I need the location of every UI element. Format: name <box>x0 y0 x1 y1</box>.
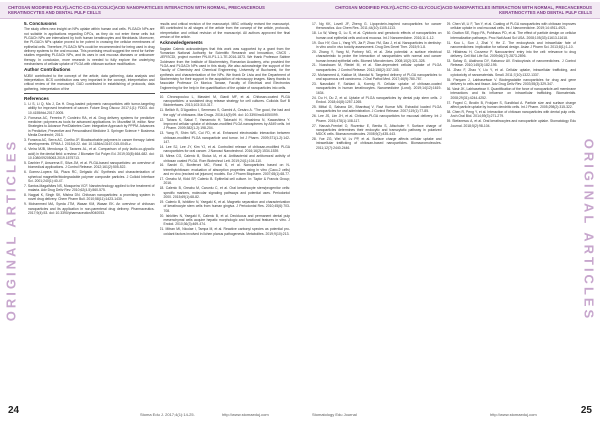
reference-item: 2. Fonseca AC, Ferreira P, Cordeiro RA, et al. Drug delivery systems for predictive medicine: polymers as tools for advanced applications. In: Mozaffari M, editor. New Strategies to Advance Pre/Diabetes Care: Integrative Approach by PPPM. Advances in Predictive, Preventive and Personalised Medicine 3. Springer Science + Business Media Dordrecht; 2013. <box>24 115 155 138</box>
references-list-d <box>447 22 577 128</box>
left-page-columns <box>24 22 290 407</box>
journal-site-link[interactable]: http://www.stomaeduj.com <box>490 412 537 417</box>
reference-item: 31. Kou L, Sun J, Zhai Y, He Z. The endocytosis and intracellular fate of nanomedicines: implication for rational design. Asian J Pharm Sci. 2013;8(1):1-10. <box>446 40 576 49</box>
reference-item: 28. Yue ZG, Wei W, Lv PP, et al. Surface charge affects cellular uptake and intracellular trafficking of chitosan-based nanoparticles. Biomacromolecules. 2011;12(7):2440-2446. <box>312 137 442 150</box>
right-column-2 <box>447 22 577 407</box>
conclusions-title: 5. Conclusions <box>24 22 57 26</box>
journal-citation: Stoma Edu J. 2017;4(1):14-25. <box>140 412 195 417</box>
divider <box>24 93 155 94</box>
divider <box>160 92 291 93</box>
reference-item: 9. Mohammed MA, Syeda JTM, Wasan KM, Wasan EK. An overview of chitosan nanoparticles and its application in non-parenteral drug delivery. Pharmaceutics. 2017;9(4):53. doi: 10.3390/pharmaceutics9040053. <box>24 202 155 216</box>
reference-item: 11. Bellich B, D'Agostino I, Semeraro S, Gamini A, Cesàro A. "The good, the bad and the ugly" of chitosans. Mar Drugs. 2016;14(5):99. doi: 10.3390/md14050099. <box>159 108 290 117</box>
reference-item: 18. Lu W, Wang G, Lu S, et al. Cytotoxic and genotoxic effects of nanoparticles on human oral epithelial cells and oral mucosa. Int J Nanomedicine. 2016;11:1-12. <box>312 31 442 40</box>
author-contributions-title: Author Contributions <box>24 67 71 73</box>
reference-item: 25. Mittal G, Sahana DK, Bhardwaj V, Ravi Kumar MN. Estradiol loaded PLGA nanoparticles for oral administration. J Control Release. 2007;119(1):77-85. <box>312 104 442 114</box>
acknowledgements-title: Acknowledgements <box>159 40 203 46</box>
reference-item: 22. Mohammed A, Kakkar M, Mandal N. Targeted delivery of PLGA nanoparticles to oral squamous cell carcinoma. J Oral Pathol Med. 2017;46(9):780-787. <box>312 72 442 82</box>
references-title: References <box>24 95 49 101</box>
journal-site-link[interactable]: http://www.stomaeduj.com <box>222 412 269 417</box>
reference-item: 6. Gomez-Lopera SA, Plaza RC, Delgado AV. Synthesis and characterization of spherical magnetite/biodegradable polymer composite particles. J Colloid Interface Sci. 2001;240(1):40-47. <box>24 170 155 183</box>
side-label-text: ORIGINAL ARTICLES <box>3 138 19 322</box>
side-label <box>580 40 598 420</box>
reference-item: 30. Gratton SE, Ropp PA, Pohlhaus PD, et al. The effect of particle design on cellular internalization pathways. Proc Natl Acad Sci USA. 2008;105(33):11613-11618. <box>446 31 576 40</box>
left-column-2 <box>160 22 291 407</box>
reference-item: 20. Zhang Y, Yang M, Portney NG, et al. Zeta potential: a surface electrical characteristic to probe the interaction of nanoparticles with normal and cancer human breast epithelial cells. Biomed Microdevices. 2008;10(2):321-328. <box>312 49 442 63</box>
reference-item: 37. Foged C, Brodin B, Frokjaer S, Sundblad A. Particle size and surface charge affect particle uptake by human dendritic cells. Int J Pharm. 2005;298(2):315-322. <box>446 100 576 109</box>
right-page-columns <box>312 22 576 407</box>
page-number: 24 <box>8 405 20 416</box>
reference-item: 12. Tahara K, Sakai T, Yamamoto H, Takeuchi H, Hirashima N, Kawashima Y. Improved cellular uptake of chitosan-modified PLGA nanospheres by A549 cells. Int J Pharm. 2009;382(1-2):198-204. <box>159 117 290 131</box>
reference-item: 21. Mitran MI, Nicolae I, Tampa M, et al. Reactive carbonyl species as potential pro-oxidant factors involved in lichen planus pathogenesis. Metabolites. 2019;9(10):213. <box>159 227 290 236</box>
left-footer <box>0 405 300 420</box>
reference-item: 8. Nagpal K, Singh SK, Mishra DN. Chitosan nanoparticles: a promising system in novel drug delivery. Chem Pharm Bull. 2010;58(11):1423-1430. <box>24 193 155 202</box>
journal-name: Stomatology Edu Journal <box>312 412 357 417</box>
references-list-b <box>160 95 291 236</box>
side-label <box>2 40 20 420</box>
side-label-text: ORIGINAL ARTICLES <box>581 138 597 322</box>
reference-item: 26. Lee JS, Lim JH, et al. Chitosan-PLGA nanoparticles for mucosal delivery. Int J Pharm. 2015;478(1):108-117. <box>312 114 442 123</box>
reference-item: 35. Panyam J, Labhasetwar V. Biodegradable nanoparticles for drug and gene delivery to cells and tissue. Adv Drug Deliv Rev. 2003;55(3):329-347. <box>446 77 576 87</box>
right-column-1 <box>312 22 442 407</box>
page-number: 25 <box>580 405 592 416</box>
right-footer <box>300 405 600 420</box>
right-page <box>300 0 600 424</box>
reference-item: 3. Fonseca AC, Serra AC, Coelho JF. Bioabsorbable polymers in cancer therapy: latest developments. EPMA J. 2015;6:22. doi: 10.1186/s13167-015-0045-z. <box>24 138 155 147</box>
running-header-text: CHITOSAN MODIFIED POLY(LACTIC-CO-GLYCOLIC)ACID NANOPARTICLES INTERACTION WITH NORMAL, PRECANCEROUS KERATINOCYTES AND DENTAL PULP CELLS <box>8 5 265 15</box>
conclusions-text: The study offers new insight on NPs uptake within human oral cells. PLGACh NPs are not suitable in applications regarding DPCs, as they do not enter these cells but PLGACh NPs are internalized by both human keratinocytes and fibroblasts. Moreover, the PLGACh NPs uptake proved to be potent in crossing the cellular membranes of epithelial cells. Therefore, PLGACh NPs could be recommended for being used in drug delivery systems to the oral mucosa. This promising result suggest the need for further studies regarding PLGACh NPs, and its uses in oral mucosa diseases or anticancer therapy. In conclusion, more research is needed to fully explore the underlying mechanisms of cellular uptake of PLGA with chitosan surface modification. <box>24 27 155 67</box>
reference-item: 13. Yang R, Shim WS, Cui FD, et al. Enhanced electrostatic interaction between chitosan-modified PLGA nanoparticle and tumor. Int J Pharm. 2009;371(1-2):142-147. <box>159 131 290 144</box>
reference-item: 34. Zhao F, Zhao Y, Liu Y, et al. Cellular uptake, intracellular trafficking, and cytotoxicity of nanomaterials. Small. 2011;7(10):1322-1337. <box>446 68 576 77</box>
left-column-1 <box>24 22 155 407</box>
reference-item: 10. Chronopoulou L, Massimi M, Giardi MF, et al. Chitosan-coated PLGA nanoparticles: a sustained drug release strategy for cell cultures. Colloids Surf B Biointerfaces. 2013;103:310-317. <box>159 94 290 108</box>
reference-item: 1. Li S, Li Q, Ma J, Da H. Drug-loaded polymeric nanoparticles with tumor-targeting ability for improved treatment of cancer. Future Drug Discov. 2017;1(1): FDD3. doi: 10.4155/fdd-2017-0005. <box>24 102 155 115</box>
reference-item: 36. Vasir JK, Labhasetwar V. Quantification of the force of nanoparticle-cell membrane interactions and its influence on intracellular trafficking. Biomaterials. 2008;29(31):4244-4252. <box>446 86 576 100</box>
reference-item: 20. Ishkitiev N, Yaegaki K, Calenic B, et al. Deciduous and permanent dental pulp mesenchymal cells acquire hepatic morphologic and functional features in vitro. J Endod. 2010;36(3):469-474. <box>159 213 290 227</box>
reference-item: 32. Hillaireau H, Couvreur P. Nanocarriers' entry into the cell: relevance to drug delivery. Cell Mol Life Sci. 2009;66(17):2873-2896. <box>446 49 576 59</box>
reference-item: 21. Nussbaum M, Riedel M, et al. Size-dependent cellular uptake of PLGA nanoparticles. J Control Release. 2012;158(2):337-345. <box>312 63 442 72</box>
reference-item: 16. Sandri G, Bonferoni MC, Rossi S, et al. Nanoparticles based on N-trimethylchitosan: evaluation of absorption properties using in vitro (Caco-2 cells) and ex vivo (excised rat jejunum) models. Eur J Pharm Biopharm. 2007;65(1):68-77. <box>159 163 290 177</box>
reference-item: 39. Stefanescu A, et al. Oral keratinocytes and nanoparticle uptake. Stomatology Edu Journal. 2018;5(2):98-104. <box>446 119 576 128</box>
reference-item: 4. Vieira MJB, Mendonça G, Tavares AL, et al. Comparison of poly lactic-co-glycolic acid) in the dental field: a review. J Biomater Sci Polym Ed. 2019;30(8):664-682. doi: 10.1080/09205063.2019.1575713. <box>24 147 155 160</box>
running-header <box>0 2 300 19</box>
reference-item: 17. Greabu M, Kidd SP, Calenic B. Epithelial cell culture. In: Taylor & Francis Group; 2016. <box>159 177 290 186</box>
contributions-continued-text: results and critical revision of the manuscript. MBC critically revised the manuscript. MB contributed to all stages of the article from the concept of the article, protocols, interpretation and critical revision of the manuscript. All authors approved the final version of the article. <box>159 22 290 40</box>
reference-item: 33. Sahay G, Alakhova DY, Kabanov AV. Endocytosis of nanomedicines. J Control Release. 2010;145(3):182-195. <box>446 59 576 68</box>
references-list-c <box>312 22 442 150</box>
reference-item: 15. Mirea CG, Calenic B, Stoica IA, et al. Antibacterial and antitumoral activity of chitosan coated PLGA. Rom Biotechnol Lett. 2019;24(1):104-110. <box>159 154 290 163</box>
reference-item: 23. Nasrollahi F, Sahlani A, Koenig R. Cellular uptake of chitosan-coated nanoparticles in human keratinocytes. Nanomedicine (Lond). 2019;14(12):1619-1634. <box>312 82 442 95</box>
running-header <box>300 2 600 19</box>
reference-item: 29. Chen W, Li F, Tan Y, et al. Coating of PLGA nanoparticles with chitosan improves cellular uptake in oral mucosal cells. Int J Nanomedicine. 2019;14:4911-4921. <box>446 22 576 31</box>
reference-item: 24. Du H, Du Z, et al. Uptake of PLGA nanoparticles by dental pulp stem cells. J Endod. 2018;44(8):1257-1265. <box>312 95 442 104</box>
running-header-text: CHITOSAN MODIFIED POLY(LACTIC-CO-GLYCOLIC)ACID NANOPARTICLES INTERACTION WITH NORMAL, PRECANCEROUS KERATINOCYTES AND DENTAL PULP CELLS <box>335 5 592 15</box>
reference-item: 14. Lee SJ, Lee JY, Kim YJ, et al. Controlled release of chitosan-modified PLGA nanoparticles for oral cancer. J Nanosci Nanotechnol. 2016;16(2):1534-1539. <box>159 144 290 154</box>
author-contributions-text: MJBV contributed to the concept of the article, data gathering, data analysis and interpretation. BCS contribution was very important in the concept, interpretation and critical review of the manuscript. GAD contributed in establishing of protocols, data gathering, interpretation of the <box>24 73 155 91</box>
reference-item: 7. Santos-Magalhães NS, Mosqueira VCF. Nanotechnology applied to the treatment of malaria. Adv Drug Deliv Rev. 2010;62(4-5):560-575. <box>24 183 155 193</box>
reference-item: 38. Chen R, Peng Y, et al. Interaction of chitosan nanoparticles with dental pulp cells. Arch Oral Biol. 2014;59(3):271-279. <box>446 109 576 119</box>
reference-item: 18. Calenic B, Greabu M, Caruntu C, et al. Oral keratinocyte stem/progenitor cells: specific markers, molecular signaling pathways and potential uses. Periodontol 2000. 2015;69(1):68-82. <box>159 186 290 200</box>
references-list-a <box>24 102 155 215</box>
reference-item: 27. Harush-Frenkel O, Rozentur E, Benita S, Altschuler Y. Surface charge of nanoparticles determines their endocytic and transcytotic pathway in polarized MDCK cells. Biomacromolecules. 2008;9(2):435-443. <box>312 123 442 137</box>
reference-item: 19. Calenic B, Ishkitiev N, Yaegaki K, et al. Magnetic separation and characterization of keratinocyte stem cells from human gingiva. J Periodontal Res. 2010;45(6):703-708. <box>159 200 290 213</box>
reference-item: 19. Guo HY, Guo L, Yang YR, Jia P, Zhao YM, Gao J, et al. Nanoparticles in dentistry: in vitro and in vivo toxicity assessment. Drug Des Devel Ther. 2015;9:1-8. <box>312 40 442 49</box>
reference-item: 17. Ng KK, Lovell JF, Zheng G. Lipoprotein-inspired nanoparticles for cancer theranostics. Acc Chem Res. 2011;44(10):1105-1113. <box>312 22 442 31</box>
acknowledgements-text: Bogdan Calenic acknowledges that this work was supported by a grant from the Romanian National Authority for Scientific Research and Innovation, CNCS - UEFISCDI, project number PN-III-P1-1.1-TE-2016-1873. We thank Professor Sabine Goldmann from the Institute of Biochemistry, Romanian Academy, who provided the PLGA and PLGACh NPs used in this study. We also acknowledge the support of the Faculty of Chemistry and Chemical Engineering, University of Bucharest, for the synthesis and characterization of the NPs. We thank Dr Livia and the Department of Biochemistry for their support in the acquisition of microscopy images. Many thanks to Associate Professor Dr Monica Tanase, Faculty of Electrical and Electronics Engineering for the help in the quantification of the uptake of nanoparticles into cells. <box>159 46 290 90</box>
reference-item: 5. Danhier F, Ansorena E, Silva JM, et al. PLGA-based nanoparticles: an overview of biomedical applications. J Control Release. 2012;161(2):505-522. <box>24 160 155 170</box>
